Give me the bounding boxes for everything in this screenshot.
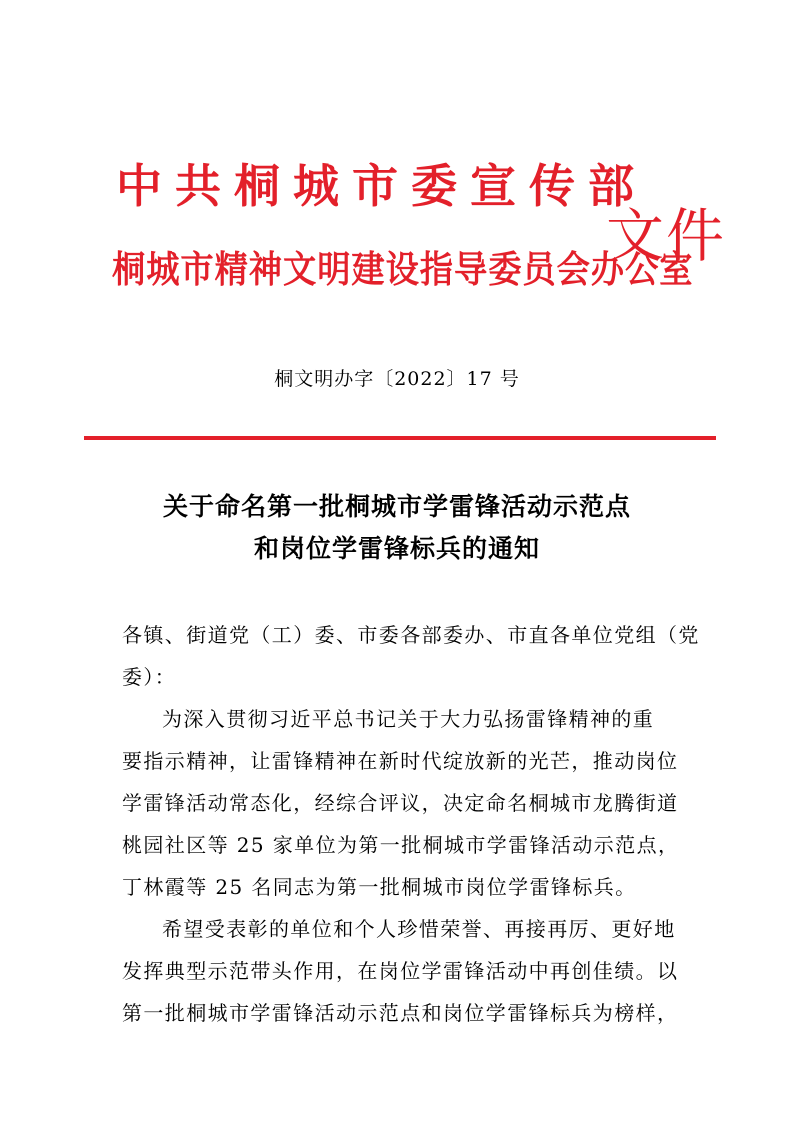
document-title: [0, 486, 794, 570]
document-body: [122, 614, 700, 1034]
paragraph-line: 要指示精神，让雷锋精神在新时代绽放新的光芒，推动岗位: [122, 749, 679, 773]
document-type-label: 文件: [606, 202, 727, 270]
paragraph-line: 希望受表彰的单位和个人珍惜荣誉、再接再厉、更好地: [162, 917, 676, 941]
paragraph-line: 发挥典型示范带头作用，在岗位学雷锋活动中再创佳绩。以: [122, 959, 679, 983]
paragraph-1: [122, 698, 678, 908]
paragraph-line: 为深入贯彻习近平总书记关于大力弘扬雷锋精神的重: [162, 707, 655, 731]
salutation-line: 委）：: [122, 665, 177, 689]
salutation: [122, 614, 700, 698]
paragraph-line: 桃园社区等 25 家单位为第一批桐城市学雷锋活动示范点，: [122, 833, 680, 857]
title-line-1: 关于命名第一批桐城市学雷锋活动示范点: [162, 492, 631, 521]
title-line-2: 和岗位学雷锋标兵的通知: [253, 534, 540, 563]
issuing-org-line-1: 中共桐城市委宣传部: [116, 159, 647, 213]
red-separator-line: [84, 436, 716, 440]
salutation-line: 各镇、街道党（工）委、市委各部委办、市直各单位党组（党: [122, 623, 700, 647]
paragraph-line: 第一批桐城市学雷锋活动示范点和岗位学雷锋标兵为榜样，: [122, 1001, 679, 1025]
issuing-org-line-2: 桐城市精神文明建设指导委员会办公室: [112, 248, 694, 291]
paragraph-line: 丁林霞等 25 名同志为第一批桐城市岗位学雷锋标兵。: [122, 875, 637, 899]
document-number: 桐文明办字〔2022〕17 号: [274, 368, 520, 390]
paragraph-2: [122, 908, 678, 1034]
paragraph-line: 学雷锋活动常态化，经综合评议，决定命名桐城市龙腾街道: [122, 791, 679, 815]
